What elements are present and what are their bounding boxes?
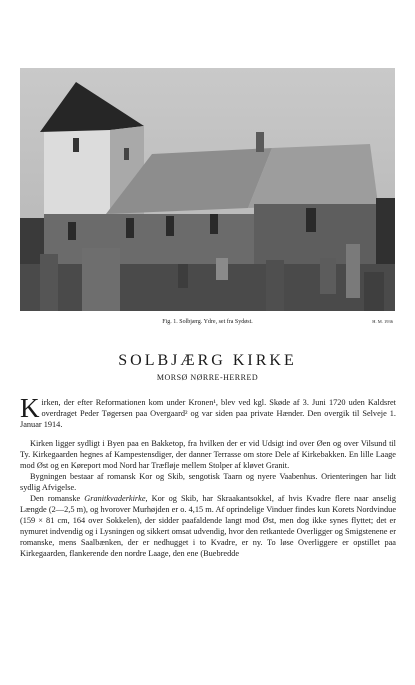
body-text [20,393,396,559]
paragraph-3: Bygningen bestaar af romansk Kor og Skib, sengotisk Taarn og nyere Vaabenhus. Orienteringen har lidt sydlig Afvigelse. [20,472,396,492]
paragraph-4-start: Den romanske [30,494,85,503]
gravestone [40,254,58,311]
window [166,216,174,236]
paragraph-4 [20,493,396,559]
paragraph-4-emphasis: Granitkvaderkirke [84,494,146,503]
paragraph-4-rest: , Kor og Skib, har Skraakantsokkel, af hvis Kvadre flere naar anselig Længde (2—2,5 m), og hvorover Murhøjden er o. 4,15 m. Af oprindelige Vinduer findes kun Korets Nordvindue (159 × 81 cm, 164 over Sokkelen), der sidder paafaldende langt mod Øst, men dog ikke synes flyttet; det er nymuret indvendig og i Lysningen og sikkert omsat udvendig, hvor den retkantede Overligger og Smigstenene er romanske, mens Saalbænken, der er nedhugget i to Kvadre, er ny. To løse Overliggere er opstillet paa Kirkegaarden, flankerende den nordre Laage, den ene (Buebredde [20,494,396,558]
gravestone [266,260,284,311]
churchyard [20,264,395,311]
gravestone [178,264,188,288]
tower-window-2 [124,148,129,160]
paragraph-2: Kirken ligger sydligt i Byen paa en Bakketop, fra hvilken der er vid Udsigt ind over Øen og over Vilsund til Ty. Kirkegaarden hegnes af Kampestensdiger, der danner Terrasse om store Dele af Kirkebakken. En lille Laage mod Øst og en Køreport mod Nord har Træfløje mellem Stolper af kløvet Granit. [20,439,396,470]
church-photograph [20,68,395,311]
paragraph-1 [20,393,396,430]
photo-credit: H. M. 1936 [372,319,393,324]
window [210,214,218,234]
chimney [256,132,264,152]
gravestone [346,244,360,298]
figure-caption: Fig. 1. Solbjærg. Ydre, set fra Sydøst. [162,319,253,325]
window [126,218,134,238]
drop-cap: K [20,393,40,423]
paragraph-1-text: irken, der efter Reformationen kom under Kronen¹, blev ved kgl. Skøde af 3. Juni 1720 uden Kaldsret overdraget Peder Tøgersen paa Overgaard² og var siden paa private Hænder. Den overgik til Selveje 1. Januar 1914. [20,398,396,429]
church-illustration [20,68,395,311]
window [306,208,316,232]
gravestone [82,248,120,311]
tower-window [73,138,79,152]
gravestone [320,258,336,294]
page-subtitle: MORSØ NØRRE-HERRED [156,373,259,382]
gravestone [216,258,228,280]
window [68,222,76,240]
gravestone [364,272,384,311]
page-title: SOLBJÆRG KIRKE [118,352,297,369]
